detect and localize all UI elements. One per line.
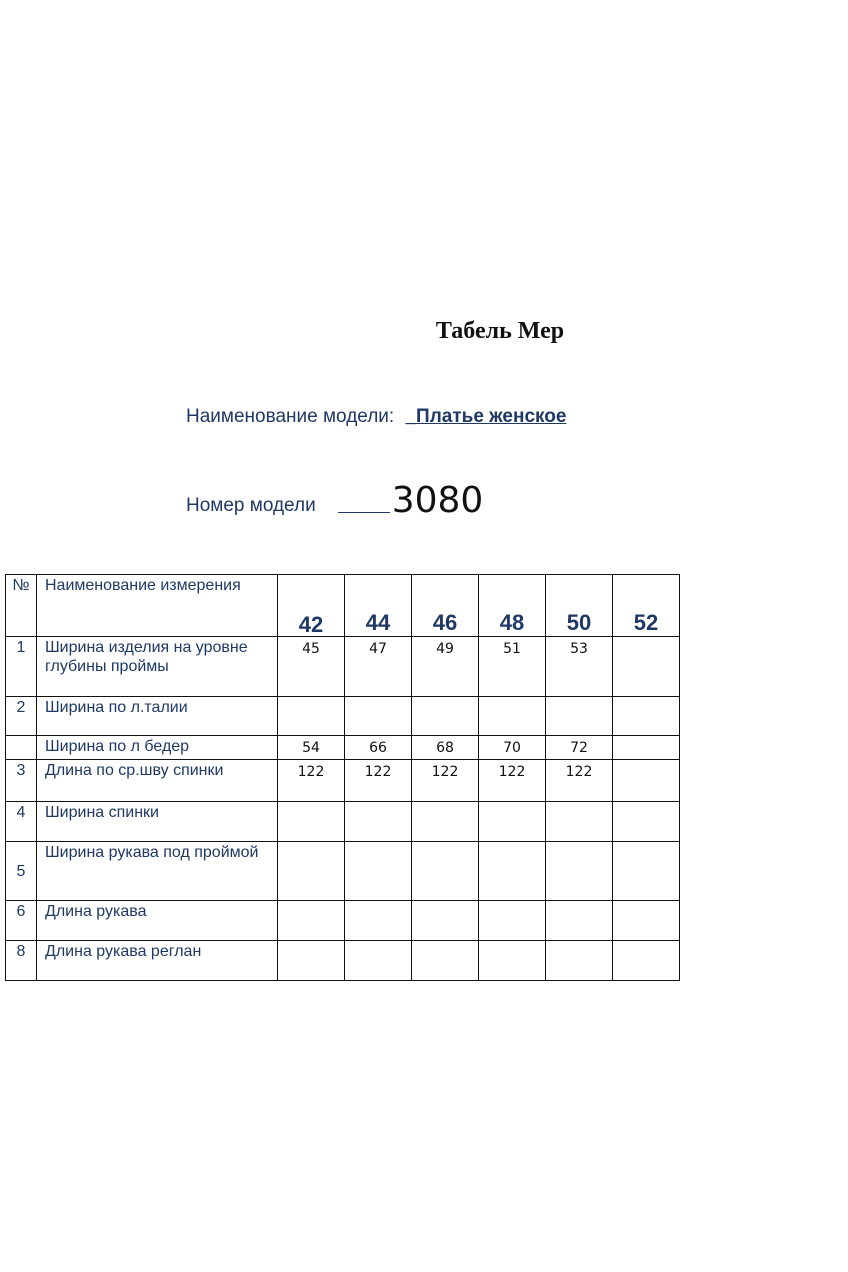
row-name: Длина по ср.шву спинки xyxy=(37,760,278,802)
row-value: 70 xyxy=(479,736,546,760)
row-value xyxy=(278,802,345,842)
model-name-row xyxy=(186,406,566,428)
row-value xyxy=(479,901,546,941)
table-row xyxy=(6,697,680,736)
header-size-52: 52 xyxy=(613,575,680,637)
row-value: 47 xyxy=(345,637,412,697)
row-value xyxy=(345,901,412,941)
row-value: 45 xyxy=(278,637,345,697)
header-number: № xyxy=(6,575,37,637)
header-size-42: 42 xyxy=(278,575,345,637)
row-value: 68 xyxy=(412,736,479,760)
row-number: 5 xyxy=(6,842,37,901)
row-value: 72 xyxy=(546,736,613,760)
row-name: Ширина по л.талии xyxy=(37,697,278,736)
row-value xyxy=(278,697,345,736)
row-value xyxy=(412,697,479,736)
row-name: Ширина изделия на уровне глубины проймы xyxy=(37,637,278,697)
row-value: 122 xyxy=(479,760,546,802)
row-value xyxy=(613,941,680,981)
header-size-50: 50 xyxy=(546,575,613,637)
row-value xyxy=(412,901,479,941)
table-row xyxy=(6,901,680,941)
row-value xyxy=(546,941,613,981)
row-value xyxy=(613,901,680,941)
document-title: Табель Мер xyxy=(435,318,565,344)
table-row xyxy=(6,736,680,760)
table-header-row xyxy=(6,575,680,637)
row-value xyxy=(613,637,680,697)
row-value xyxy=(345,697,412,736)
row-value xyxy=(546,802,613,842)
header-measurement-name: Наименование измерения xyxy=(37,575,278,637)
row-name: Длина рукава xyxy=(37,901,278,941)
row-number: 4 xyxy=(6,802,37,842)
model-name-label: Наименование модели: xyxy=(186,406,395,427)
row-value xyxy=(278,842,345,901)
row-value xyxy=(546,901,613,941)
row-value xyxy=(546,842,613,901)
row-value xyxy=(278,941,345,981)
row-value: 51 xyxy=(479,637,546,697)
row-name: Ширина рукава под проймой xyxy=(37,842,278,901)
row-value xyxy=(345,842,412,901)
row-number: 1 xyxy=(6,637,37,697)
table-row xyxy=(6,941,680,981)
header-size-44: 44 xyxy=(345,575,412,637)
row-value xyxy=(479,941,546,981)
table-row xyxy=(6,842,680,901)
row-name: Длина рукава реглан xyxy=(37,941,278,981)
row-value: 49 xyxy=(412,637,479,697)
row-value: 66 xyxy=(345,736,412,760)
row-value xyxy=(613,760,680,802)
row-value xyxy=(613,802,680,842)
table-row xyxy=(6,802,680,842)
row-value xyxy=(345,941,412,981)
row-value xyxy=(479,842,546,901)
header-size-48: 48 xyxy=(479,575,546,637)
row-value xyxy=(613,736,680,760)
row-value xyxy=(546,697,613,736)
model-number-row xyxy=(186,480,483,521)
row-value: 122 xyxy=(278,760,345,802)
row-value xyxy=(412,802,479,842)
row-number: 8 xyxy=(6,941,37,981)
row-value xyxy=(278,901,345,941)
row-value: 122 xyxy=(345,760,412,802)
table-row xyxy=(6,760,680,802)
row-number: 2 xyxy=(6,697,37,736)
table-row xyxy=(6,637,680,697)
row-value: 54 xyxy=(278,736,345,760)
row-value xyxy=(479,697,546,736)
model-number-label: Номер модели xyxy=(186,495,316,516)
row-number: 6 xyxy=(6,901,37,941)
row-value: 122 xyxy=(412,760,479,802)
measurement-table xyxy=(5,574,680,981)
header-size-46: 46 xyxy=(412,575,479,637)
row-value xyxy=(412,941,479,981)
row-value xyxy=(613,842,680,901)
row-name: Ширина по л бедер xyxy=(37,736,278,760)
row-value: 53 xyxy=(546,637,613,697)
row-value xyxy=(479,802,546,842)
model-number-value: 3080 xyxy=(391,480,484,521)
row-value: 122 xyxy=(546,760,613,802)
row-number xyxy=(6,736,37,760)
row-value xyxy=(345,802,412,842)
row-number: 3 xyxy=(6,760,37,802)
row-value xyxy=(412,842,479,901)
model-name-value: _Платье женское xyxy=(405,406,567,427)
model-number-underline xyxy=(338,512,390,513)
row-value xyxy=(613,697,680,736)
row-name: Ширина спинки xyxy=(37,802,278,842)
